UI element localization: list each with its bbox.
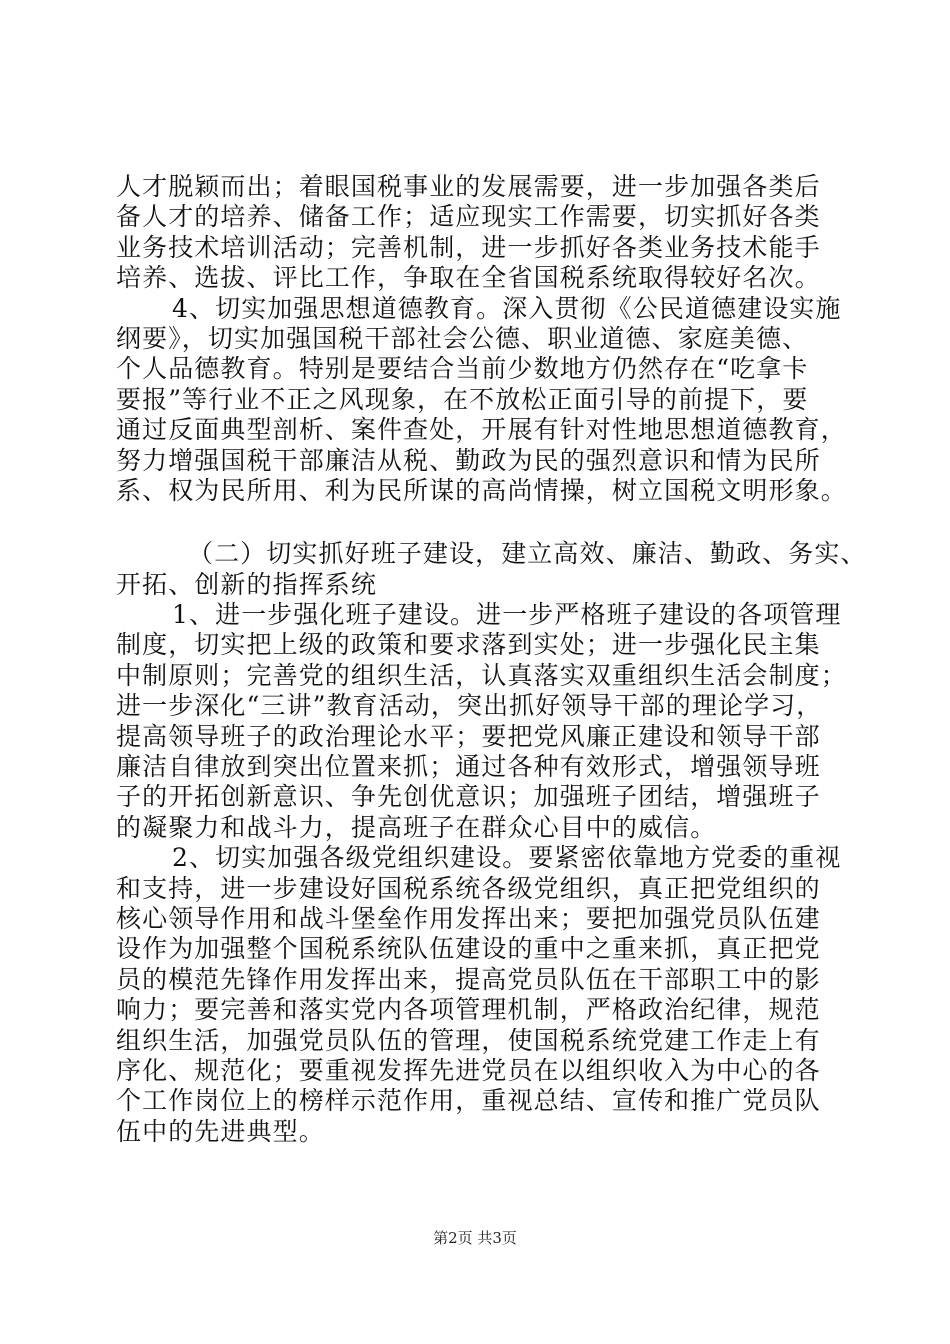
text-line: 1、进一步强化班子建设。进一步严格班子建设的各项管理	[172, 600, 842, 630]
text-line: 个人品德教育。特别是要结合当前少数地方仍然存在“吃拿卡	[116, 354, 809, 384]
text-line: 制度，切实把上级的政策和要求落到实处；进一步强化民主集	[116, 630, 821, 660]
text-line: 人才脱颖而出；着眼国税事业的发展需要，进一步加强各类后	[116, 172, 821, 201]
text-line: 子的开拓创新意识、争先创优意识；加强班子团结，增强班子	[116, 782, 821, 812]
text-line: 4、切实加强思想道德教育。深入贯彻《公民道德建设实施	[172, 293, 842, 323]
text-line: 设作为加强整个国税系统队伍建设的重中之重来抓，真正把党	[116, 934, 821, 964]
paragraph-team-building	[116, 600, 847, 843]
text-line: 中制原则；完善党的组织生活，认真落实双重组织生活会制度；	[116, 660, 847, 690]
text-line: 进一步深化“三讲”教育活动，突出抓好领导干部的理论学习，	[116, 691, 823, 721]
paragraph-party-organization	[116, 843, 842, 1147]
page-number-footer: 第2页 共3页	[433, 1229, 517, 1247]
text-line: 员的模范先锋作用发挥出来，提高党员队伍在干部职工中的影	[116, 964, 821, 994]
text-line: 的凝聚力和战斗力，提高班子在群众心目中的威信。	[116, 812, 717, 842]
document-body	[116, 172, 867, 1147]
text-line: 努力增强国税干部廉洁从税、勤政为民的强烈意识和情为民所	[116, 445, 821, 475]
text-line: 要报”等行业不正之风现象，在不放松正面引导的前提下，要	[116, 384, 809, 414]
paragraph-moral-education	[116, 293, 847, 507]
text-line: 2、切实加强各级党组织建设。要紧密依靠地方党委的重视	[172, 843, 842, 873]
text-line: 备人才的培养、储备工作；适应现实工作需要，切实抓好各类	[116, 202, 821, 232]
text-line: 和支持，进一步建设好国税系统各级党组织，真正把党组织的	[116, 873, 821, 903]
text-line: 通过反面典型剖析、案件查处，开展有针对性地思想道德教育，	[116, 415, 847, 445]
text-line: 核心领导作用和战斗堡垒作用发挥出来；要把加强党员队伍建	[116, 903, 821, 933]
text-line: 系、权为民所用、利为民所谋的高尚情操，树立国税文明形象。	[116, 475, 847, 505]
text-line: 响力；要完善和落实党内各项管理机制，严格政治纪律，规范	[116, 995, 821, 1025]
paragraph-talent-training	[116, 172, 836, 294]
section-heading	[116, 539, 867, 600]
paragraph-spacer	[116, 506, 836, 539]
text-line: 纲要》，切实加强国税干部社会公德、职业道德、家庭美德、	[116, 323, 809, 353]
heading-line: （二）切实抓好班子建设，建立高效、廉洁、勤政、务实、	[188, 539, 867, 569]
text-line: 组织生活，加强党员队伍的管理，使国税系统党建工作走上有	[116, 1025, 821, 1055]
text-line: 培养、选拔、评比工作，争取在全省国税系统取得较好名次。	[116, 263, 821, 293]
text-line: 伍中的先进典型。	[116, 1116, 325, 1146]
heading-line: 开拓、创新的指挥系统	[116, 569, 378, 599]
text-line: 序化、规范化；要重视发挥先进党员在以组织收入为中心的各	[116, 1055, 821, 1085]
text-line: 个工作岗位上的榜样示范作用，重视总结、宣传和推广党员队	[116, 1086, 821, 1116]
text-line: 廉洁自律放到突出位置来抓；通过各种有效形式，增强领导班	[116, 752, 821, 782]
text-line: 业务技术培训活动；完善机制，进一步抓好各类业务技术能手	[116, 232, 821, 262]
text-line: 提高领导班子的政治理论水平；要把党风廉正建设和领导干部	[116, 721, 821, 751]
